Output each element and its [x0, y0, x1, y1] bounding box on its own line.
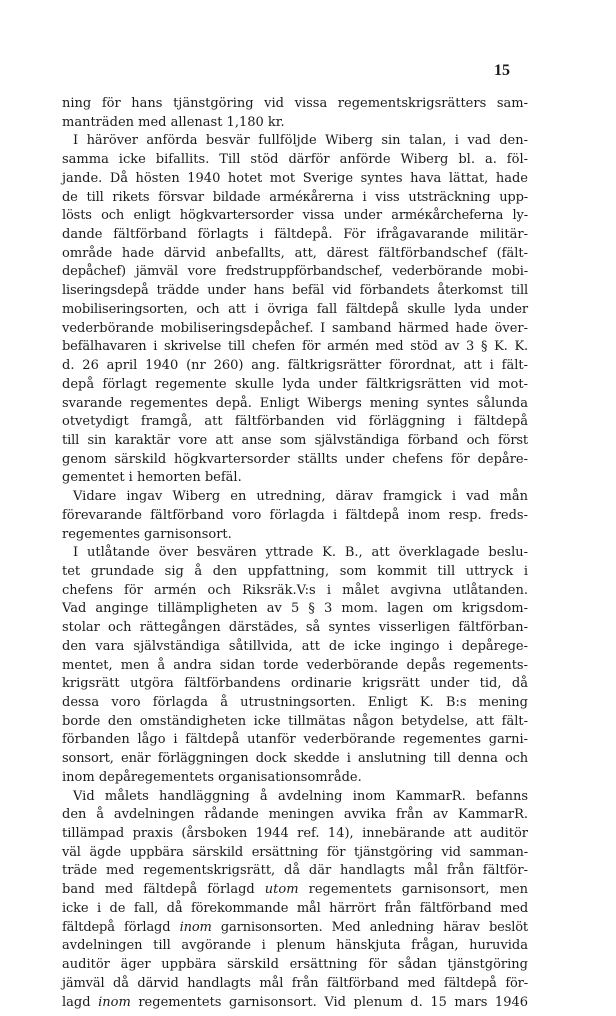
- text-line: förevarande fältförband voro förlagda i fältdepå inom resp. freds-: [62, 507, 528, 523]
- text-line: den å avdelningen rådande meningen avvika från av KammarR.: [62, 807, 528, 823]
- paragraph: [62, 788, 528, 1013]
- text-line: område hade därvid anbefallts, att, därest fältförbandschef (fält-: [62, 245, 528, 261]
- text-line: chefens för armén och Riksräk.V:s i målet avgivna utlåtanden.: [62, 582, 528, 598]
- text-line: befälhavaren i skrivelse till chefen för armén med stöd av 3 § K. K.: [62, 339, 528, 355]
- text-line: stolar och rättegången därstädes, så syntes visserligen fältförban-: [62, 620, 528, 636]
- text-line: jande. Då hösten 1940 hotet mot Sverige syntes hava lättat, hade: [62, 170, 528, 186]
- emphasized-word: inom: [179, 919, 212, 935]
- text-line: gementet i hemorten befäl.: [62, 470, 242, 486]
- text-line: fältdepå förlagd inom garnisonsorten. Med anledning härav beslöt: [62, 919, 528, 935]
- text-line: I utlåtande över besvären yttrade K. B., att överklagade beslu-: [73, 545, 528, 561]
- text-line: samma icke bifallits. Till stöd därför anförde Wiberg bl. a. föl-: [62, 152, 528, 168]
- text-line: regementes garnisonsort.: [62, 526, 232, 542]
- paragraph: [62, 488, 528, 544]
- text-line: avdelningen till avgörande i plenum hänskjuta frågan, huruvida: [62, 938, 528, 954]
- text-line: tet grundade sig å den uppfattning, som kommit till uttryck i: [62, 563, 528, 579]
- text-line: vederbörande mobiliseringsdepåchef. I samband härmed hade över-: [62, 320, 528, 336]
- emphasized-word: inom: [98, 994, 131, 1010]
- text-line: otvetydigt framgå, att fältförbanden vid förläggning i fältdepå: [62, 414, 528, 430]
- paragraph: [62, 544, 528, 787]
- text-line: band med fältdepå förlagd utom regementets garnisonsort, men: [62, 882, 528, 898]
- text-line: manträden med allenast 1,180 kr.: [62, 114, 285, 130]
- text-line: de till rikets försvar bildade arméкårerna i viss utsträckning upp-: [62, 189, 528, 205]
- text-line: I häröver anförda besvär fullföljde Wiberg sin talan, i vad den-: [73, 133, 528, 149]
- text-line: Vidare ingav Wiberg en utredning, därav framgick i vad mån: [73, 489, 528, 505]
- text-line: d. 26 april 1940 (nr 260) ang. fältkrigsrätter förordnat, att i fält-: [62, 358, 528, 374]
- text-line: väl ägde uppbära särskild ersättning för tjänstgöring vid samman-: [62, 844, 528, 860]
- body-text: [62, 95, 528, 1012]
- text-line: jämväl då därvid handlagts mål från fältförband med fältdepå för-: [62, 975, 528, 991]
- page-number: 15: [494, 62, 510, 79]
- paragraph: [62, 132, 528, 488]
- text-line: tillämpad praxis (årsboken 1944 ref. 14), innebärande att auditör: [62, 826, 528, 842]
- text-line: sonsort, enär förläggningen dock skedde i anslutning till denna och: [62, 751, 528, 767]
- text-line: förbanden lågo i fältdepå utanför vederbörande regementes garni-: [62, 732, 528, 748]
- paragraph: [62, 95, 528, 132]
- text-line: mobiliseringsorten, och att i övriga fall fältdepå skulle lyda under: [62, 301, 528, 317]
- text-line: lagd inom regementets garnisonsort. Vid plenum d. 15 mars 1946: [62, 994, 529, 1010]
- text-line: Vid målets handläggning å avdelning inom KammarR. befanns: [73, 788, 528, 804]
- text-line: den vara självständiga såtillvida, att de icke ingingo i depårege-: [62, 638, 528, 654]
- text-line: till sin karaktär vore att anse som självständiga förband och först: [62, 432, 528, 448]
- text-line: dande fältförband förlagts i fältdepå. För ifrågavarande militär-: [62, 227, 528, 243]
- text-line: träde med regementskrigsrätt, då där handlagts mål från fältför-: [62, 863, 528, 879]
- text-line: borde den omständigheten icke tillmätas någon betydelse, att fält-: [62, 713, 528, 729]
- text-line: inom depåregementets organisationsområde.: [62, 769, 362, 785]
- text-line: svarande regementes depå. Enligt Wibergs mening syntes sålunda: [62, 395, 528, 411]
- text-line: krigsrätt utgöra fältförbandens ordinarie krigsrätt under tid, då: [62, 676, 528, 692]
- text-line: liseringsdepå trädde under hans befäl vid förbandets återkomst till: [62, 283, 528, 299]
- text-line: auditör äger uppbära särskild ersättning för sådan tjänstgöring: [62, 957, 528, 973]
- text-line: dessa voro förlagda å utrustningsorten. Enligt K. B:s mening: [62, 695, 528, 710]
- emphasized-word: utom: [264, 882, 299, 898]
- text-line: lösts och enligt högkvartersorder vissa under arméкårcheferna ly-: [62, 208, 528, 224]
- text-line: mentet, men å andra sidan torde vederbörande depås regements-: [62, 657, 528, 673]
- text-line: depåchef) jämväl vore fredstruppförbandschef, vederbörande mobi-: [62, 264, 528, 280]
- text-line: ning för hans tjänstgöring vid vissa regementskrigsrätters sam-: [62, 96, 528, 111]
- text-line: Vad anginge tillämpligheten av 5 § 3 mom. lagen om krigsdom-: [62, 601, 528, 617]
- text-line: depå förlagt regemente skulle lyda under fältkrigsrätten vid mot-: [62, 376, 528, 392]
- text-line: genom särskild högkvartersorder ställts under chefens för depåre-: [62, 451, 528, 467]
- text-line: icke i de fall, då förekommande mål härrört från fältförband med: [62, 900, 528, 916]
